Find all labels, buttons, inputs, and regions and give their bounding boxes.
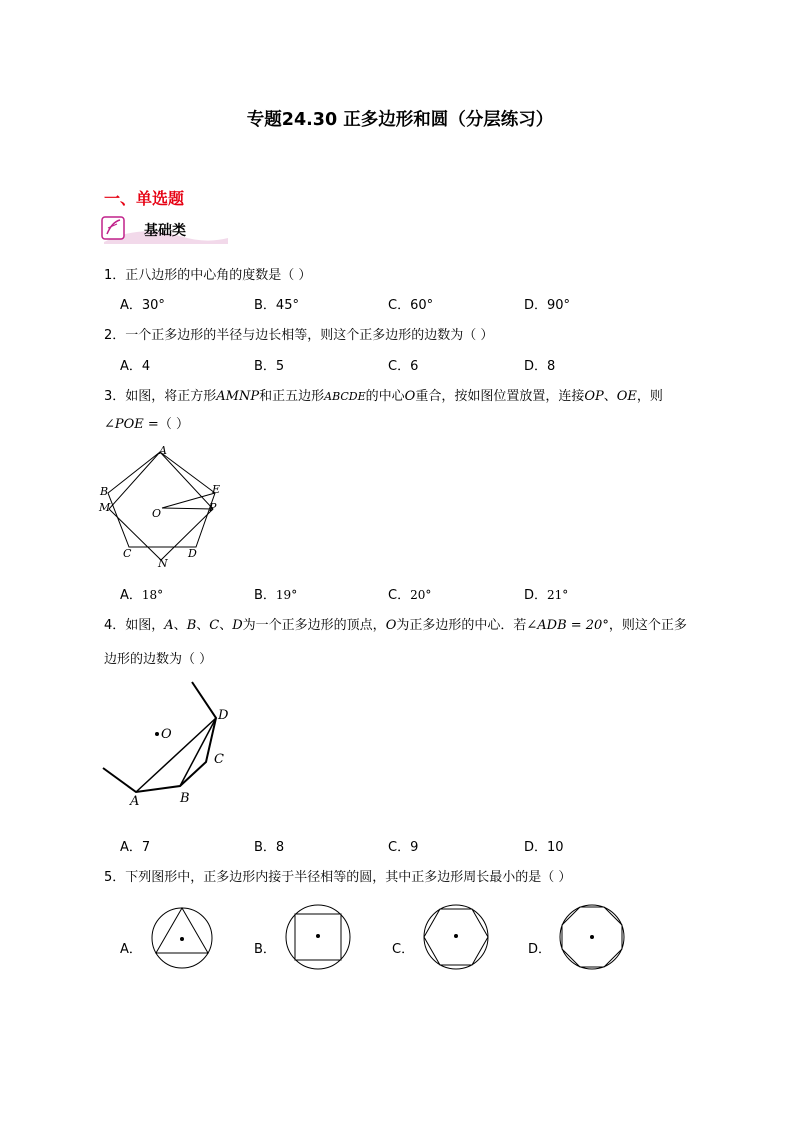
q4-option-b: B．8: [254, 840, 285, 855]
q2-option-c: C．6: [388, 359, 419, 374]
q4-option-a: A．7: [120, 840, 151, 855]
q3-option-d: D．21°: [524, 588, 569, 603]
q5-figure-octagon: [558, 903, 626, 971]
q5-figure-square: [284, 903, 352, 971]
question-4-stem: 4．如图，A、B、C、D为一个正多边形的顶点，O为正多边形的中心．若∠ADB = 20°，则这个正多: [104, 618, 687, 633]
q3-figure: [96, 440, 230, 570]
q2-option-b: B．5: [254, 359, 285, 374]
question-1-stem: 1．正八边形的中心角的度数是（ ）: [104, 268, 312, 283]
q3-label-b: B: [100, 485, 109, 498]
q4-label-d: D: [218, 708, 229, 723]
question-4-stem-line2: 边形的边数为（ ）: [104, 652, 213, 667]
page-title: 专题24.30 正多边形和圆（分层练习）: [246, 110, 554, 130]
q4-figure: [100, 680, 240, 810]
q4-center-dot: [155, 732, 159, 736]
question-5-stem: 5．下列图形中，正多边形内接于半径相等的圆，其中正多边形周长最小的是（ ）: [104, 870, 572, 885]
q5-figure-hexagon: [422, 903, 490, 971]
q3-label-m: M: [99, 501, 111, 514]
q5-option-d: D．: [528, 942, 552, 957]
q4-label-b: B: [180, 791, 190, 806]
q5-figure-triangle: [150, 906, 214, 970]
q4-label-a: A: [130, 794, 140, 809]
section-heading: 一、单选题: [104, 189, 185, 208]
q3-label-n: N: [158, 557, 168, 570]
q3-label-e: E: [212, 483, 221, 496]
q5-option-c: C．: [392, 942, 415, 957]
q1-option-b: B．45°: [254, 298, 299, 313]
q4-label-c: C: [214, 752, 224, 767]
question-2-stem: 2．一个正多边形的半径与边长相等，则这个正多边形的边数为（ ）: [104, 328, 494, 343]
q5-option-a: A．: [120, 942, 142, 957]
q4-label-o: O: [161, 727, 172, 742]
q5-option-b: B．: [254, 942, 276, 957]
q3-label-p: P: [209, 501, 217, 514]
q3-label-d: D: [188, 547, 197, 560]
q3-label-c: C: [123, 547, 132, 560]
q3-option-b: B．19°: [254, 588, 298, 603]
question-3-stem-line2: ∠POE =（ ）: [104, 417, 189, 432]
q1-option-a: A．30°: [120, 298, 165, 313]
q3-label-o: O: [152, 507, 162, 520]
q4-option-c: C．9: [388, 840, 419, 855]
badge-label: 基础类: [144, 223, 186, 239]
q3-option-a: A．18°: [120, 588, 164, 603]
q4-option-d: D．10: [524, 840, 564, 855]
q2-option-d: D．8: [524, 359, 556, 374]
q3-option-c: C．20°: [388, 588, 432, 603]
q3-label-a: A: [159, 444, 167, 457]
q1-option-d: D．90°: [524, 298, 571, 313]
q1-option-c: C．60°: [388, 298, 434, 313]
q2-option-a: A．4: [120, 359, 151, 374]
question-3-stem: 3．如图，将正方形AMNP和正五边形ABCDE的中心O重合，按如图位置放置，连接OP、OE，则: [104, 389, 663, 404]
